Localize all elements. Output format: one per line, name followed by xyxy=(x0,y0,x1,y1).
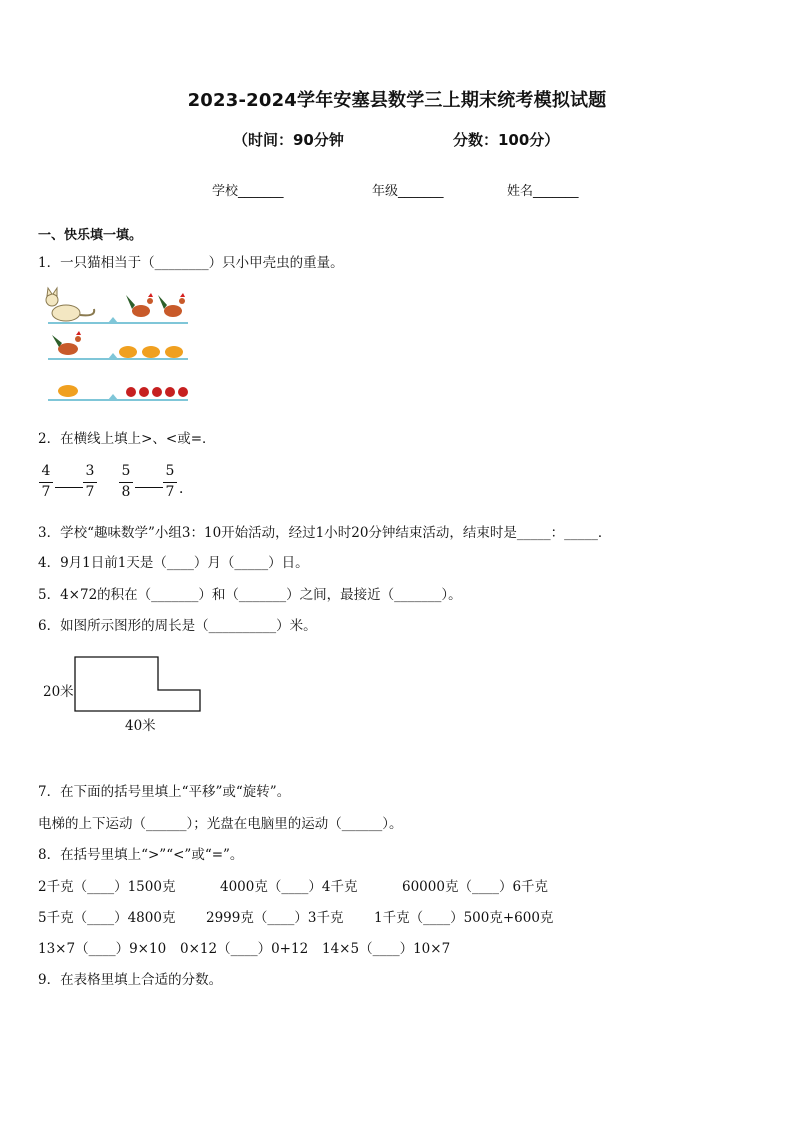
question-8: 8．在括号里填上“>”“<”或“=”。 xyxy=(38,847,244,863)
turtle-icon xyxy=(165,346,183,358)
question-2: 2．在横线上填上>、<或=． xyxy=(38,431,216,447)
question-9: 9．在表格里填上合适的分数。 xyxy=(38,972,223,988)
rooster-icon xyxy=(52,331,81,355)
question-3: 3．学校“趣味数学”小组3：10开始活动，经过1小时20分钟结束活动，结束时是_____：_____． xyxy=(38,525,612,541)
compare-item: 13×7（____）9×10 xyxy=(38,941,167,957)
ladybug-icon xyxy=(152,387,162,397)
question-5: 5．4×72的积在（_______）和（_______）之间，最接近（_______）。 xyxy=(38,587,462,603)
grade-field: 年级_______ xyxy=(372,184,444,199)
school-field: 学校_______ xyxy=(212,184,284,199)
fraction-5-7: 5 7 xyxy=(163,463,177,502)
fraction-3-7: 3 7 xyxy=(83,463,97,502)
question-4: 4．9月1日前1天是（____）月（_____）日。 xyxy=(38,555,309,571)
answer-blank[interactable] xyxy=(135,487,163,488)
score-label: 分数：100分） xyxy=(453,131,560,149)
compare-item: 0×12（____）0+12 xyxy=(180,941,309,957)
section-heading: 一、快乐填一填。 xyxy=(38,228,143,243)
ladybug-icon xyxy=(126,387,136,397)
cat-icon xyxy=(46,288,94,321)
compare-item: 4000克（____）4千克 xyxy=(220,879,358,895)
ladybug-icon xyxy=(165,387,175,397)
perimeter-figure xyxy=(74,656,204,714)
ladybug-icon xyxy=(178,387,188,397)
compare-item: 60000克（____）6千克 xyxy=(402,879,549,895)
question-1: 1．一只猫相当于（________）只小甲壳虫的重量。 xyxy=(38,255,344,271)
time-label: （时间：90分钟 xyxy=(233,131,344,149)
compare-item: 5千克（____）4800克 xyxy=(38,910,176,926)
fraction-4-7: 4 7 xyxy=(39,463,53,502)
height-label: 20米 xyxy=(43,684,74,700)
balance-illustration xyxy=(38,283,208,408)
width-label: 40米 xyxy=(125,718,156,734)
ladybug-icon xyxy=(139,387,149,397)
turtle-icon xyxy=(119,346,137,358)
question-6: 6．如图所示图形的周长是（__________）米。 xyxy=(38,618,317,634)
compare-item: 1千克（____）500克+600克 xyxy=(374,910,554,926)
compare-item: 2999克（____）3千克 xyxy=(206,910,344,926)
rooster-icon xyxy=(126,293,153,317)
turtle-icon xyxy=(142,346,160,358)
compare-item: 2千克（____）1500克 xyxy=(38,879,176,895)
page-title: 2023-2024学年安塞县数学三上期末统考模拟试题 xyxy=(187,90,607,111)
answer-blank[interactable] xyxy=(55,487,83,488)
fraction-5-8: 5 8 xyxy=(119,463,133,502)
name-field: 姓名_______ xyxy=(507,184,579,199)
compare-item: 14×5（____）10×7 xyxy=(322,941,451,957)
period: ． xyxy=(179,481,193,497)
question-7: 7．在下面的括号里填上“平移”或“旋转”。 xyxy=(38,784,291,800)
question-7-line: 电梯的上下运动（______）；光盘在电脑里的运动（______）。 xyxy=(38,816,403,832)
rooster-icon xyxy=(158,293,185,317)
turtle-icon xyxy=(58,385,78,397)
